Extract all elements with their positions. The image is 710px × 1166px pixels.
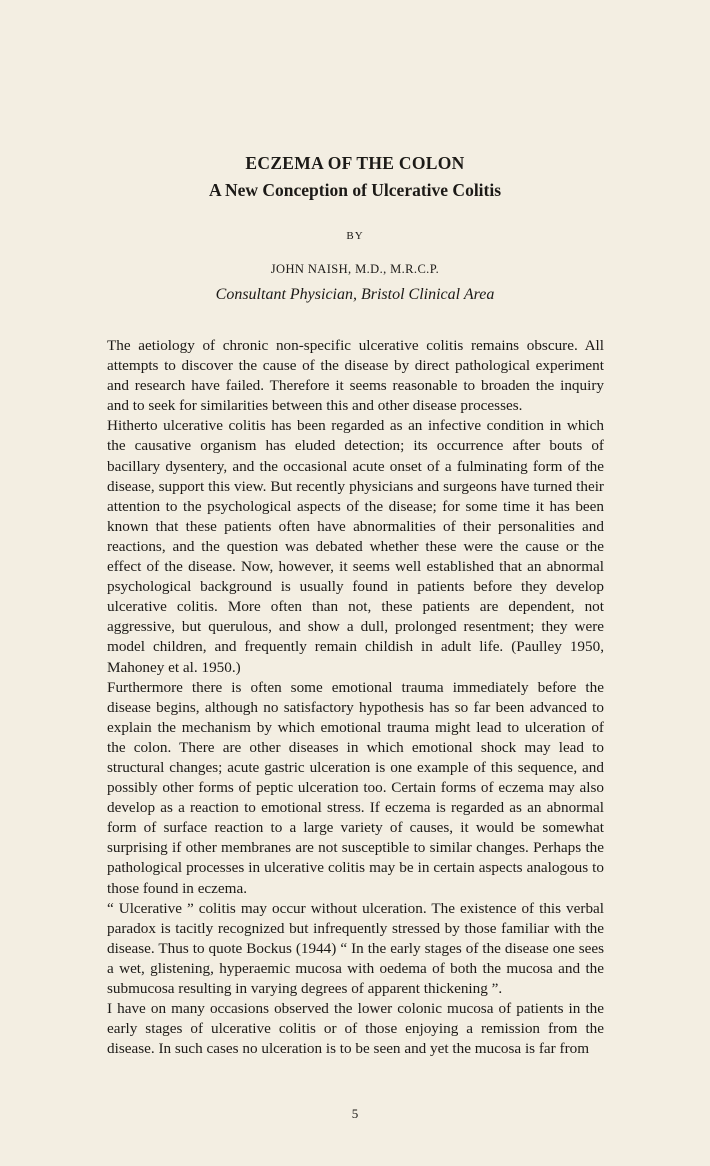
paragraph-2: Hitherto ulcerative colitis has been regarded as an infective condition in which the causative organism has eluded detection; its occurrence after bouts of bacillary dysentery, and the occasional acute onset of a fulminating form of the disease, support this view. But recently physicians and surgeons have turned their attention to the psychological aspects of the disease; for some time it has been known that these patients often have abnormalities of their personalities and reactions, and the question was debated whether these were the cause or the effect of the disease. Now, however, it seems well established that an abnormal psychological background is usually found in patients before they develop ulcerative colitis. More often than not, these patients are dependent, not aggressive, but querulous, and show a dull, prolonged resentment; they were model children, and frequently remain childish in adult life. (Paulley 1950, Mahoney et al. 1950.) — [107, 417, 604, 676]
article-subtitle: A New Conception of Ulcerative Colitis — [208, 180, 502, 200]
page-number: 5 — [351, 1106, 359, 1121]
article-title: ECZEMA OF THE COLON — [245, 153, 465, 173]
paragraph-3: Furthermore there is often some emotional trauma immediately before the disease begins, although no satisfactory hypothesis has so far been advanced to explain the mechanism by which emotional trauma might lead to ulceration of the colon. There are other diseases in which emotional shock may lead to structural changes; acute gastric ulceration is one example of this sequence, and possibly other forms of peptic ulceration too. Certain forms of eczema may also develop as a reaction to emotional stress. If eczema is regarded as an abnormal form of surface reaction to a large variety of causes, it would be somewhat surprising if other membranes are not susceptible to similar changes. Perhaps the pathological processes in ulcerative colitis may be in certain aspects analogous to those found in eczema. — [107, 678, 604, 897]
paragraph-5: I have on many occasions observed the lower colonic mucosa of patients in the early stages of ulcerative colitis or of those enjoying a remission from the disease. In such cases no ulceration is to be seen and yet the mucosa is far from — [107, 1000, 604, 1058]
paragraph-4: “ Ulcerative ” colitis may occur without ulceration. The existence of this verbal paradox is tacitly recognized but infrequently stressed by those familiar with the disease. Thus to quote Bockus (1944) “ In the early stages of the disease one sees a wet, glistening, hyperaemic mucosa with oedema of both the mucosa and the submucosa resulting in varying degrees of apparent thickening ”. — [107, 899, 604, 997]
byline-label: BY — [346, 230, 364, 242]
paragraph-1: The aetiology of chronic non-specific ulcerative colitis remains obscure. All attempts to discover the cause of the disease by direct pathological experiment and research have failed. Therefore it seems reasonable to broaden the inquiry and to seek for similarities between this and other disease processes. — [107, 337, 604, 415]
author-name: JOHN NAISH, M.D., M.R.C.P. — [270, 262, 440, 276]
article-body — [107, 336, 604, 1059]
author-affiliation: Consultant Physician, Bristol Clinical Area — [215, 286, 495, 303]
